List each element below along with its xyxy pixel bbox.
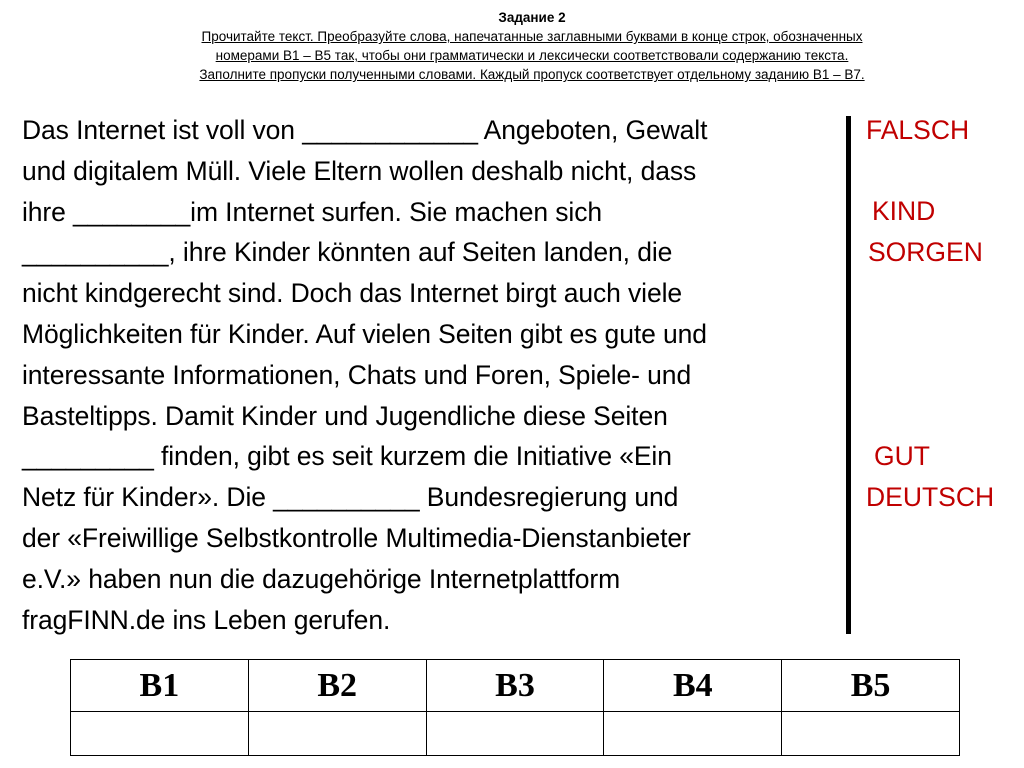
answer-cell-b4[interactable]: [604, 712, 782, 756]
header-b4: B4: [604, 660, 782, 712]
text-line: fragFINN.de ins Leben gerufen.: [22, 604, 391, 635]
header-b1: B1: [71, 660, 249, 712]
text-line: Das Internet ist voll von ____________ Angeboten, Gewalt: [22, 115, 708, 145]
vertical-divider: [846, 116, 851, 634]
text-line: Möglichkeiten für Kinder. Auf vielen Seiten gibt es gute und: [22, 318, 707, 349]
answer-cell-b5[interactable]: [782, 712, 960, 756]
text-line: interessante Informationen, Chats und Foren, Spiele- und: [22, 359, 692, 390]
word-falsch: FALSCH: [866, 115, 970, 145]
answer-table-answer-row: [71, 712, 960, 756]
task-instruction-line-3: Заполните пропуски полученными словами. Каждый пропуск соответствует отдельному заданию В1 – В7.: [199, 67, 865, 82]
answer-cell-b3[interactable]: [426, 712, 604, 756]
text-line: der «Freiwillige Selbstkontrolle Multimedia-Dienstanbieter: [22, 522, 691, 553]
task-header: [0, 8, 1024, 84]
text-line: _________ finden, gibt es seit kurzem die Initiative «Ein: [22, 441, 672, 472]
answer-cell-b1[interactable]: [71, 712, 249, 756]
gap-text: [22, 110, 844, 640]
word-kind: KIND: [872, 196, 936, 226]
answer-table: [70, 659, 960, 756]
header-b2: B2: [248, 660, 426, 712]
word-gut: GUT: [874, 441, 930, 471]
answer-cell-b2[interactable]: [248, 712, 426, 756]
word-sorgen: SORGEN: [868, 237, 983, 267]
text-line: __________, ihre Kinder könnten auf Seiten landen, die: [22, 237, 673, 268]
text-line: Basteltipps. Damit Kinder und Jugendliche diese Seiten: [22, 400, 668, 431]
task-title: Задание 2: [498, 10, 566, 25]
task-instruction-line-2: номерами В1 – В5 так, чтобы они грамматически и лексически соответствовали содержанию текста.: [215, 48, 849, 63]
text-line: Netz für Kinder». Die __________ Bundesregierung und: [22, 482, 679, 513]
header-b5: B5: [782, 660, 960, 712]
text-line: nicht kindgerecht sind. Doch das Internet birgt auch viele: [22, 278, 683, 309]
text-line: ihre ________im Internet surfen. Sie machen sich: [22, 196, 603, 227]
task-instruction-line-1: Прочитайте текст. Преобразуйте слова, напечатанные заглавными буквами в конце строк, обозначенных: [201, 29, 863, 44]
word-deutsch: DEUTSCH: [866, 482, 995, 512]
text-line: und digitalem Müll. Viele Eltern wollen deshalb nicht, dass: [22, 155, 697, 186]
header-b3: B3: [426, 660, 604, 712]
answer-table-header-row: [71, 660, 960, 712]
text-line: e.V.» haben nun die dazugehörige Internetplattform: [22, 563, 621, 594]
